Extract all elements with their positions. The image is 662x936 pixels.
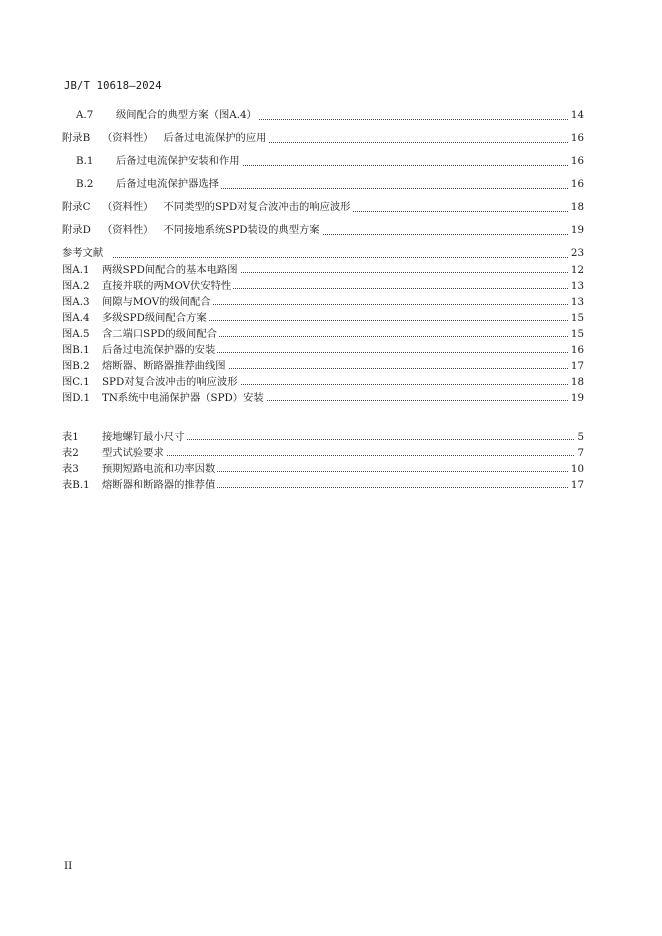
toc-entry-number: 附录B xyxy=(62,132,91,144)
toc-entry-title: 直接并联的两MOV伏安特性 xyxy=(102,280,232,292)
toc-entry-label xyxy=(62,196,352,219)
toc-entry-title: 不同接地系统SPD装设的典型方案 xyxy=(163,224,320,236)
toc-entry-title: 后备过电流保护安装和作用 xyxy=(116,155,240,167)
toc-entry-page: 12 xyxy=(568,262,584,278)
toc-entry-tag: （资料性） xyxy=(102,224,154,236)
toc-entry-title: 两级SPD间配合的基本电路图 xyxy=(102,264,238,276)
toc-figure-list xyxy=(62,262,584,406)
toc-entry-number: 图A.1 xyxy=(62,264,90,276)
toc-table-list xyxy=(62,429,584,493)
toc-entry-number: 图C.1 xyxy=(62,376,90,388)
toc-entry-number: B.2 xyxy=(76,178,94,190)
toc-entry-title: 型式试验要求 xyxy=(102,447,164,459)
toc-entry-title: 后备过电流保护器的安装 xyxy=(102,344,216,356)
toc-entry-label xyxy=(62,262,240,278)
toc-entry-label xyxy=(62,358,228,374)
toc-entry-page: 16 xyxy=(568,173,584,196)
toc-entry-label xyxy=(62,104,259,127)
toc-entry[interactable] xyxy=(62,294,584,310)
toc-entry-page: 13 xyxy=(568,294,584,310)
toc-entry-label xyxy=(62,461,217,477)
toc-entry[interactable] xyxy=(62,173,584,196)
toc-entry-page: 19 xyxy=(568,390,584,406)
toc-entry-label xyxy=(62,150,242,173)
toc-entry-page: 17 xyxy=(568,477,584,493)
toc-entry-page: 7 xyxy=(574,445,584,461)
toc-entry[interactable] xyxy=(62,219,584,242)
toc-entry-number: 图D.1 xyxy=(62,392,91,404)
toc-entry-title: 多级SPD级间配合方案 xyxy=(102,312,207,324)
toc-entry-page: 10 xyxy=(568,461,584,477)
toc-entry-number: A.7 xyxy=(76,109,94,121)
document-number: JB/T 10618—2024 xyxy=(64,80,162,92)
toc-entry-label xyxy=(62,477,217,493)
toc-entry-title: 间隙与MOV的级间配合 xyxy=(102,296,211,308)
toc-entry-label xyxy=(62,310,209,326)
toc-entry[interactable] xyxy=(62,262,584,278)
page-number: II xyxy=(64,860,73,872)
toc-entry-number: 图A.2 xyxy=(62,280,90,292)
toc-entry[interactable] xyxy=(62,461,584,477)
toc-entry-label xyxy=(62,326,219,342)
toc-entry-tag: （资料性） xyxy=(102,132,154,144)
toc-entry-label xyxy=(62,173,221,196)
toc-entry-label xyxy=(62,445,166,461)
toc-entry-label xyxy=(62,219,322,242)
toc-entry-number: 参考文献 xyxy=(62,247,104,259)
toc-entry-title: TN系统中电涌保护器（SPD）安装 xyxy=(102,392,264,404)
toc-entry-tag: （资料性） xyxy=(102,201,154,213)
toc-entry[interactable] xyxy=(62,127,584,150)
toc-entry-number: 附录D xyxy=(62,224,91,236)
toc-entry-label xyxy=(62,429,186,445)
toc-entry[interactable] xyxy=(62,310,584,326)
toc-entry-number: 图B.2 xyxy=(62,360,90,372)
toc-entry-page: 23 xyxy=(568,242,584,265)
toc-entry[interactable] xyxy=(62,342,584,358)
toc-entry[interactable] xyxy=(62,196,584,219)
toc-entry[interactable] xyxy=(62,374,584,390)
toc-entry-label xyxy=(62,294,213,310)
toc-entry-page: 19 xyxy=(568,219,584,242)
toc-entry-number: 附录C xyxy=(62,201,91,213)
toc-entry-title: 后备过电流保护的应用 xyxy=(163,132,267,144)
dot-leader xyxy=(62,257,584,258)
toc-entry[interactable] xyxy=(62,278,584,294)
toc-entry-number: 表2 xyxy=(62,447,79,459)
toc-entry-title: 熔断器和断路器的推荐值 xyxy=(102,479,216,491)
toc-entry-page: 5 xyxy=(574,429,584,445)
toc-entry-page: 16 xyxy=(568,342,584,358)
toc-entry[interactable] xyxy=(62,429,584,445)
toc-entry-page: 16 xyxy=(568,127,584,150)
toc-entry-title: 预期短路电流和功率因数 xyxy=(102,463,216,475)
toc-entry-title: 级间配合的典型方案（图A.4） xyxy=(116,109,257,121)
toc-entry[interactable] xyxy=(62,358,584,374)
toc-appendix-list xyxy=(62,104,584,265)
toc-entry[interactable] xyxy=(62,390,584,406)
toc-entry-number: 表1 xyxy=(62,431,79,443)
toc-entry[interactable] xyxy=(62,477,584,493)
toc-entry[interactable] xyxy=(62,150,584,173)
toc-entry-title: 接地螺钉最小尺寸 xyxy=(102,431,185,443)
toc-entry-title: 含二端口SPD的级间配合 xyxy=(102,328,217,340)
toc-entry-page: 15 xyxy=(568,310,584,326)
toc-entry-page: 18 xyxy=(568,374,584,390)
toc-entry-title: 熔断器、断路器推荐曲线图 xyxy=(102,360,226,372)
toc-entry-label xyxy=(62,342,217,358)
toc-entry-number: 图A.5 xyxy=(62,328,90,340)
toc-entry-page: 13 xyxy=(568,278,584,294)
toc-entry-label xyxy=(62,390,266,406)
toc-entry-number: 图A.4 xyxy=(62,312,90,324)
toc-entry-number: 表B.1 xyxy=(62,479,90,491)
toc-entry-page: 17 xyxy=(568,358,584,374)
toc-entry-label xyxy=(62,278,233,294)
toc-entry-label xyxy=(62,374,240,390)
toc-entry-number: 图A.3 xyxy=(62,296,90,308)
toc-entry-label xyxy=(62,127,268,150)
toc-entry-title: 后备过电流保护器选择 xyxy=(116,178,219,190)
toc-entry-title: 不同类型的SPD对复合波冲击的响应波形 xyxy=(163,201,351,213)
toc-entry-number: 表3 xyxy=(62,463,79,475)
toc-entry-number: 图B.1 xyxy=(62,344,90,356)
toc-entry-page: 16 xyxy=(568,150,584,173)
toc-entry-page: 15 xyxy=(568,326,584,342)
toc-entry[interactable] xyxy=(62,104,584,127)
toc-entry[interactable] xyxy=(62,326,584,342)
toc-entry-page: 18 xyxy=(568,196,584,219)
toc-entry-number: B.1 xyxy=(76,155,94,167)
toc-entry-title: SPD对复合波冲击的响应波形 xyxy=(102,376,238,388)
toc-entry-page: 14 xyxy=(568,104,584,127)
toc-entry[interactable] xyxy=(62,445,584,461)
